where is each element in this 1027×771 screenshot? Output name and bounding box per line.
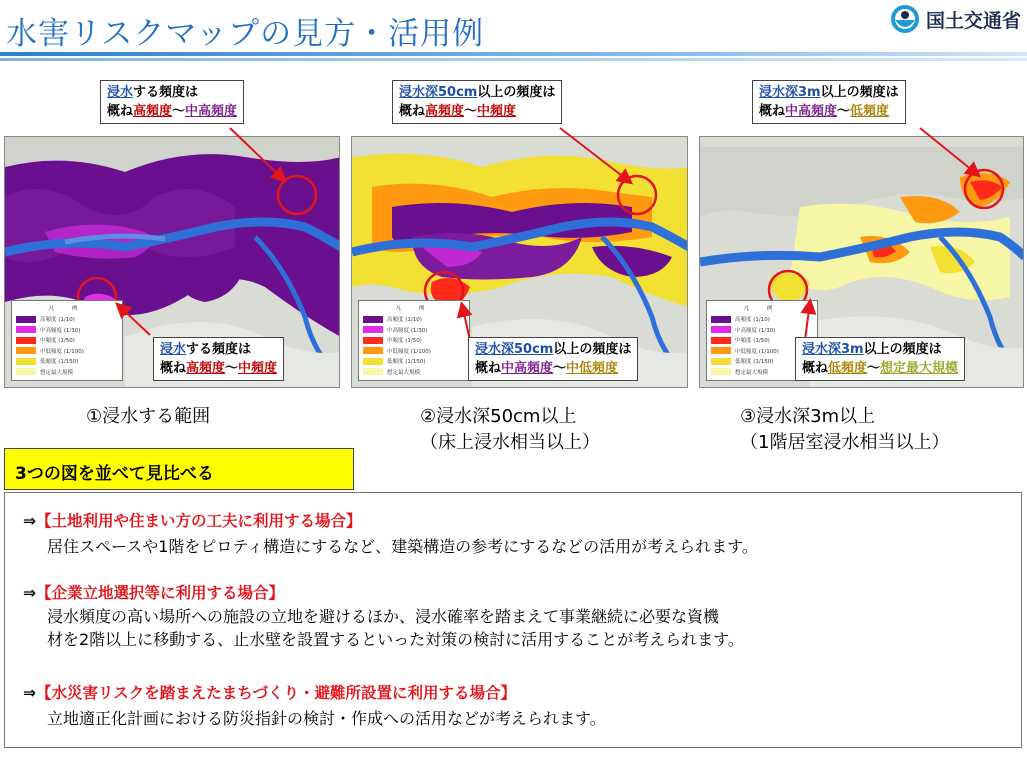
- ministry-logo: [890, 4, 1021, 34]
- legend-item: 想定最大規模: [16, 367, 118, 378]
- callout-map2-top: 浸水深50cm以上の頻度は 概ね高頻度〜中頻度: [392, 80, 562, 124]
- page-title: 水害リスクマップの見方・活用例: [6, 16, 485, 52]
- legend-item: 中高頻度 (1/30): [363, 325, 465, 336]
- header-rule-thin: [0, 58, 1027, 61]
- legend-item: 低頻度 (1/150): [711, 356, 813, 367]
- section-heading-land-use: ⇒【土地利用や住まい方の工夫に利用する場合】: [23, 512, 362, 530]
- legend-title: 凡 例: [743, 306, 781, 312]
- header-rule: [0, 52, 1027, 56]
- legend-item: 中頻度 (1/50): [363, 335, 465, 346]
- map1-caption: ①浸水する範囲: [86, 406, 211, 427]
- legend-item: 中頻度 (1/50): [711, 335, 813, 346]
- section-body-land-use: 居住スペースや1階をピロティ構造にするなど、建築構造の参考にするなどの活用が考えられます。: [47, 537, 758, 556]
- legend-item: 高頻度 (1/10): [16, 314, 118, 325]
- section-heading-urban-planning: ⇒【水災害リスクを踏まえたまちづくり・避難所設置に利用する場合】: [23, 684, 517, 702]
- ministry-name: 国土交通省: [925, 9, 1021, 32]
- legend-item: 中低頻度 (1/100): [16, 346, 118, 357]
- callout-map3-bottom: 浸水深3m以上の頻度は 概ね低頻度〜想定最大規模: [795, 337, 965, 381]
- legend-item: 中高頻度 (1/30): [16, 325, 118, 336]
- map-legend: [11, 300, 123, 381]
- legend-item: 想定最大規模: [711, 367, 813, 378]
- callout-map1-top: 浸水する頻度は 概ね高頻度〜中高頻度: [100, 80, 244, 124]
- slide-header: [0, 0, 1027, 62]
- legend-title: 凡 例: [48, 306, 86, 312]
- section-body-urban-planning: 立地適正化計画における防災指針の検討・作成への活用などが考えられます。: [47, 709, 606, 728]
- callout-map3-top: 浸水深3m以上の頻度は 概ね中高頻度〜低頻度: [752, 80, 906, 124]
- usage-examples-box: [4, 492, 1022, 748]
- section-body-business-siting: 浸水頻度の高い場所への施設の立地を避けるほか、浸水確率を踏まえて事業継続に必要な資機 材を2階以上に移動する、止水壁を設置するといった対策の検討に活用することが考えられます。: [47, 607, 744, 649]
- legend-item: 中頻度 (1/50): [16, 335, 118, 346]
- legend-item: 中低頻度 (1/100): [711, 346, 813, 357]
- callout-map1-bottom: 浸水する頻度は 概ね高頻度〜中頻度: [153, 337, 284, 381]
- legend-item: 高頻度 (1/10): [363, 314, 465, 325]
- legend-item: 高頻度 (1/10): [711, 314, 813, 325]
- legend-item: 低頻度 (1/150): [363, 356, 465, 367]
- map-legend: [358, 300, 470, 381]
- compare-label: 3つの図を並べて見比べる: [4, 448, 354, 490]
- legend-title: 凡 例: [395, 306, 433, 312]
- map3-caption: ③浸水深3m以上 （1階居室浸水相当以上）: [740, 406, 950, 453]
- legend-item: 想定最大規模: [363, 367, 465, 378]
- legend-item: 低頻度 (1/150): [16, 356, 118, 367]
- mlit-logo-icon: [890, 4, 920, 34]
- legend-item: 中高頻度 (1/30): [711, 325, 813, 336]
- callout-map2-bottom: 浸水深50cm以上の頻度は 概ね中高頻度〜中低頻度: [468, 337, 638, 381]
- map2-caption: ②浸水深50cm以上 （床上浸水相当以上）: [420, 406, 600, 453]
- legend-item: 中低頻度 (1/100): [363, 346, 465, 357]
- section-heading-business-siting: ⇒【企業立地選択等に利用する場合】: [23, 584, 285, 602]
